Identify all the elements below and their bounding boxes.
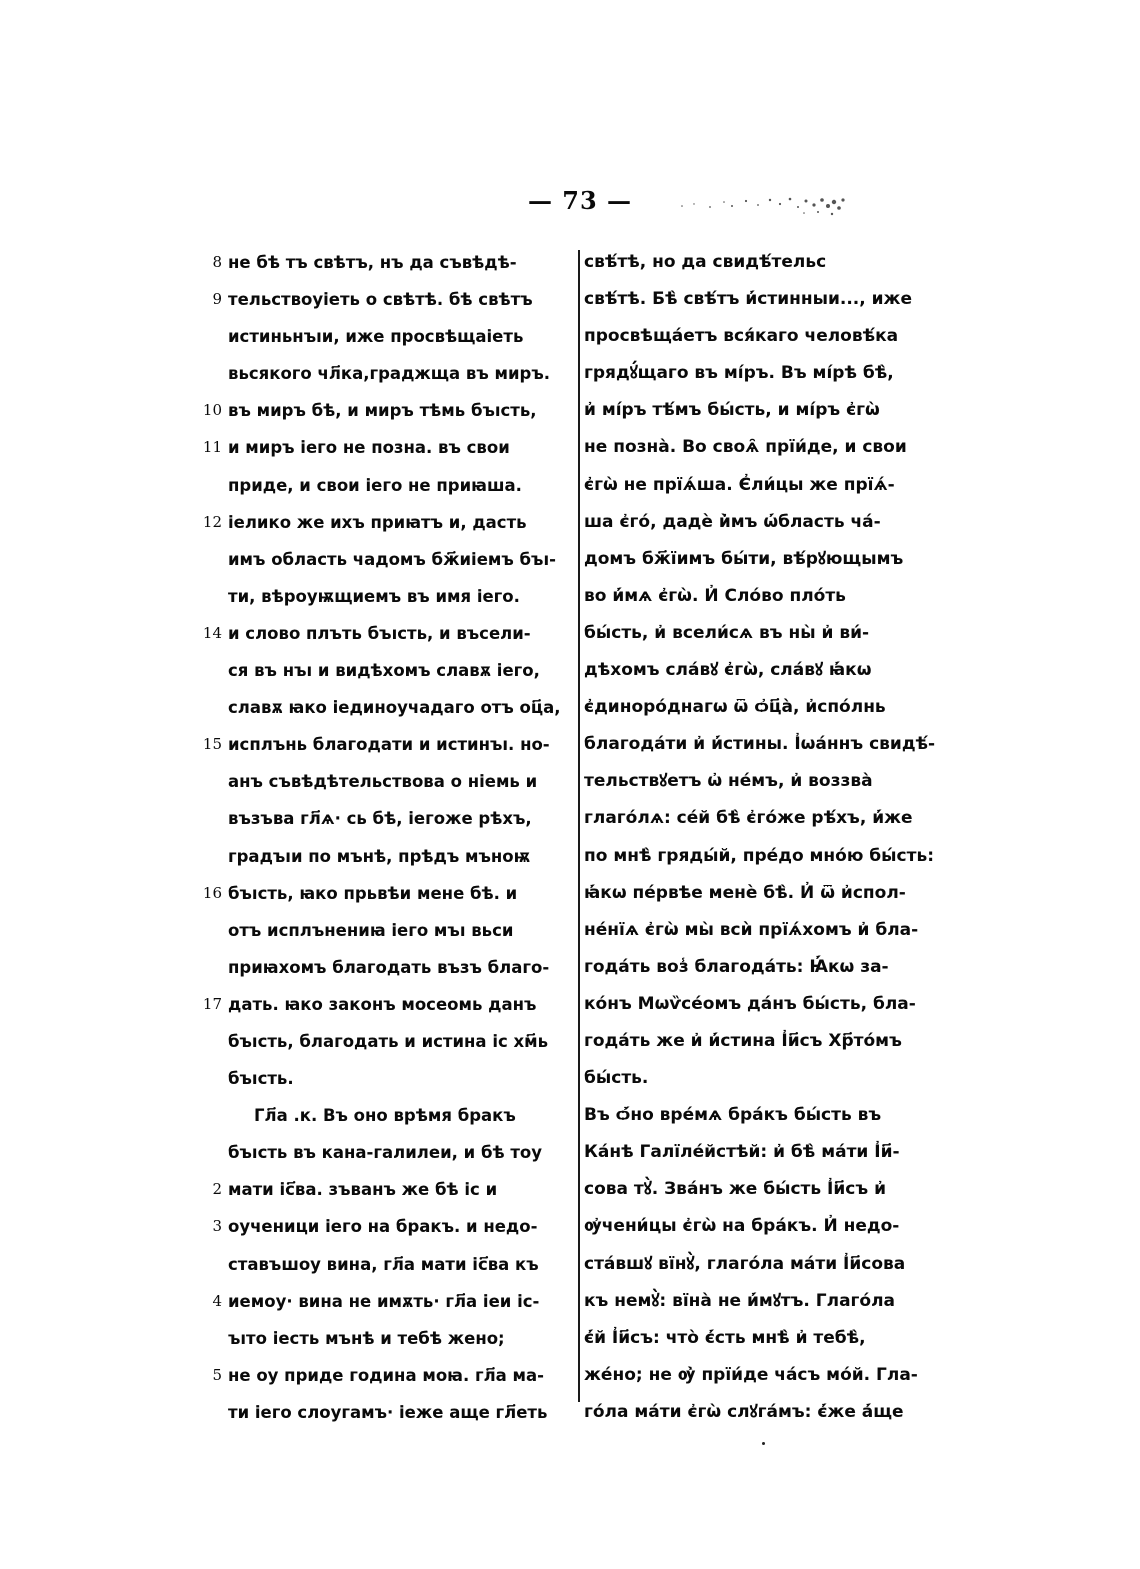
line-text: и слово плъть бъıсть, и въсели-: [228, 623, 531, 643]
line-text: приде, и свои іего не приꙗша.: [228, 475, 522, 495]
line-text: не бѣ тъ свѣтъ, нъ да съвѣдѣ-: [228, 253, 517, 272]
left-line: [228, 1134, 568, 1171]
right-line: и҆ мі́ръ тѣ́мъ бы́сть, и мі́ръ є҆гѡ̀: [584, 400, 880, 421]
left-line: [228, 1246, 568, 1283]
right-line: домъ бж҃їимъ бы́ти, вѣ́рꙋющымъ: [584, 548, 904, 569]
line-text: ти, вѣроуѭщиемъ въ имя іего.: [228, 586, 520, 606]
right-line: грядꙋ́щаго въ мі́ръ. Въ мі́рѣ бѣ̀,: [584, 363, 894, 384]
left-line: [202, 615, 568, 652]
left-line: [228, 1320, 568, 1357]
right-line: ста́вшꙋ вїнꙋ̀, глаго́ла ма́ти І҆и҃сова: [584, 1253, 906, 1274]
left-line: [228, 355, 568, 392]
verse-number: 14: [202, 623, 222, 642]
line-text: и миръ іего не позна. въ свои: [228, 438, 510, 458]
right-line: свѣ́тѣ, но да свидѣ́тельс: [584, 252, 827, 272]
right-line: ко́нъ Мѡѷсе́омъ да́нъ бы́сть, бла-: [584, 993, 916, 1014]
line-text: отъ исплънениꙗ іего мъı вьси: [228, 920, 514, 940]
right-line: же́но; не ѹ҆̀ прїи́де ча́съ мо́й. Гла-: [584, 1364, 918, 1385]
left-line: [202, 429, 568, 466]
scan-noise: [672, 192, 850, 218]
left-line: [228, 318, 568, 355]
right-line: глаго́лѧ: се́й бѣ̀ є҆го́же рѣ́хъ, и҆́же: [584, 808, 913, 829]
right-line: года́ть же и҆ и҆́стина І҆и҃съ Хр҃то́мъ: [584, 1030, 902, 1051]
verse-number: 16: [202, 883, 222, 902]
left-line: [212, 1357, 568, 1394]
right-line: сова тꙋ̀. Зва́нъ же бы́сть І҆и҃съ и҆: [584, 1179, 886, 1200]
line-text: дать. ꙗко законъ мосеомь данъ: [228, 994, 537, 1014]
line-text: Гл҃а .к. Въ оно врѣмя бракъ: [254, 1106, 516, 1126]
line-text: ъıто іесть мънѣ и тебѣ жено;: [228, 1328, 505, 1348]
line-text: иемоу· вина не имѫть· гл҃а іеи іс-: [228, 1291, 540, 1311]
verse-number: 15: [202, 735, 222, 754]
line-text: вьсякого чл҃ка,граджща въ миръ.: [228, 364, 551, 384]
line-text: градъıи по мънѣ, прѣдъ мъноѭ: [228, 846, 531, 866]
right-line: є҆гѡ̀ не прїѧ́ша. Є҆ли́цы же прїѧ́-: [584, 474, 895, 495]
right-line: во и҆́мѧ є҆гѡ̀. И҆ Сло́во пло́ть: [584, 585, 846, 606]
right-line: дѣхомъ сла́вꙋ є҆гѡ̀, сла́вꙋ ꙗ҆́кѡ: [584, 660, 872, 681]
line-text: мати іс҃ва. зъванъ же бѣ іс и: [228, 1180, 498, 1200]
line-text: приꙗхомъ благодать възъ благо-: [228, 957, 550, 977]
right-line: є҆диноро́днагѡ ѿ ѻ҆ц҃а̀, и҆спо́лнь: [584, 697, 886, 718]
verse-number: 11: [202, 438, 222, 457]
verse-number: 17: [202, 994, 222, 1013]
line-text: славѫ ꙗко іединоучадаго отъ оц҃а,: [228, 698, 561, 718]
left-line: [212, 1171, 568, 1208]
line-text: имъ область чадомъ бж҃иіемъ бъı-: [228, 549, 556, 569]
line-text: ставъшоу вина, гл҃а мати іс҃ва къ: [228, 1254, 539, 1274]
line-text: бъıсть, благодать и истина іс хм҃ь: [228, 1031, 549, 1051]
line-text: тельствоуіеть о свѣтѣ. бѣ свѣтъ: [228, 290, 533, 310]
verse-number: 2: [212, 1180, 222, 1199]
right-line: не́нїѧ є҆гѡ̀ мы̀ всѝ прїѧ́хомъ и҆ бла-: [584, 919, 919, 940]
left-line: [202, 875, 568, 912]
left-line: [228, 838, 568, 875]
left-line: [228, 652, 568, 689]
left-line: [212, 1283, 568, 1320]
verse-number: 12: [202, 512, 222, 531]
right-line: Въ ѻ҆́но вре́мѧ бра́къ бы́сть въ: [584, 1105, 882, 1126]
left-line: [228, 912, 568, 949]
left-line: [202, 986, 568, 1023]
left-line: [202, 726, 568, 763]
left-line: [228, 541, 568, 578]
line-text: истиньнъıи, иже просвѣщаіеть: [228, 327, 524, 347]
right-column: [584, 244, 956, 1431]
right-line: ꙗ҆́кѡ пе́рвѣе менѐ бѣ̀. И҆ ѿ и҆спол-: [584, 882, 906, 903]
line-text: не оу приде година моꙗ. гл҃а ма-: [228, 1365, 545, 1385]
left-line: [228, 689, 568, 726]
verse-number: 9: [212, 290, 222, 309]
right-line: по мнѣ̀ гряды́й, пре́до мно́ю бы́сть:: [584, 845, 935, 866]
verse-number: 8: [212, 253, 222, 271]
verse-number: 3: [212, 1217, 222, 1236]
column-divider: [578, 250, 580, 1402]
page-number: — 73 —: [527, 186, 633, 215]
right-line: ша є҆го́, дадѐ и҆̀мъ ѡ҆́бласть ча́-: [584, 511, 881, 532]
right-line: къ немꙋ̀: вїна̀ не и҆́мꙋтъ. Глаго́ла: [584, 1290, 896, 1311]
right-line: благода́ти и҆ и҆́стины. І҆ѡа́ннъ свидѣ́-: [584, 734, 936, 755]
line-text: въ миръ бѣ, и миръ тѣмь бъıсть,: [228, 401, 537, 421]
left-column: [202, 244, 568, 1431]
left-line: [202, 504, 568, 541]
verse-number: 5: [212, 1365, 222, 1384]
right-line: бы́сть.: [584, 1068, 649, 1089]
left-line: [228, 467, 568, 504]
right-line: свѣ́тѣ. Бѣ̀ свѣ́тъ и҆́стинныи..., иже: [584, 289, 912, 310]
line-text: бъıсть въ кана-галилеи, и бѣ тоу: [228, 1143, 543, 1163]
left-line: [228, 1394, 568, 1431]
line-text: бъıсть, ꙗко прьвѣи мене бѣ. и: [228, 883, 518, 903]
right-line: не позна̀. Во своѧ̑ прїи́де, и свои: [584, 437, 907, 458]
line-text: ся въ нъı и видѣхомъ славѫ іего,: [228, 661, 540, 681]
line-text: исплънь благодати и истинъı. но-: [228, 735, 550, 755]
verse-number: 10: [202, 401, 222, 420]
left-line: [228, 800, 568, 837]
right-line: Ка́нѣ Галїле́йстѣй: и҆ бѣ̀ ма́ти І҆и҃-: [584, 1142, 900, 1163]
line-text: анъ съвѣдѣтельствова о ніемь и: [228, 772, 538, 792]
verse-number: 4: [212, 1291, 222, 1310]
line-text: оученици іего на бракъ. и недо-: [228, 1217, 538, 1237]
line-text: бъıсть.: [228, 1069, 294, 1089]
left-line: [228, 578, 568, 615]
scan-speck: [762, 1442, 765, 1445]
left-line: [228, 1023, 568, 1060]
line-text: възъва гл҃ѧ· сь бѣ, іегоже рѣхъ,: [228, 809, 532, 829]
right-line: тельствꙋетъ ѡ҆ не́мъ, и҆ воззва̀: [584, 771, 873, 792]
left-line: [212, 244, 568, 281]
right-line: ѹ҆чени́цы є҆гѡ̀ на бра́къ. И҆ недо-: [584, 1216, 900, 1237]
right-line: просвѣща́етъ вся́каго человѣ́ка: [584, 326, 899, 347]
right-line: го́ла ма́ти є҆гѡ̀ слꙋга́мъ: є҆́же а҆́ще: [584, 1401, 904, 1422]
line-text: ти іего слоугамъ· іеже аще гл҃еть: [228, 1402, 548, 1422]
left-line: [228, 949, 568, 986]
left-line: [228, 1097, 568, 1134]
right-line: бы́сть, и҆ всели́сѧ въ ны̀ и҆ ви́-: [584, 622, 870, 643]
left-line: [212, 1208, 568, 1245]
left-line: [228, 1060, 568, 1097]
left-line: [228, 763, 568, 800]
right-line: є҆́й І҆и҃съ: что̀ є҆́сть мнѣ̀ и҆ тебѣ̀,: [584, 1327, 866, 1348]
line-text: іелико же ихъ приꙗтъ и, дасть: [228, 512, 527, 532]
right-line: года́ть воз̾ благода́ть: Ꙗ҆́кѡ за-: [584, 956, 889, 977]
left-line: [212, 281, 568, 318]
left-line: [202, 392, 568, 429]
